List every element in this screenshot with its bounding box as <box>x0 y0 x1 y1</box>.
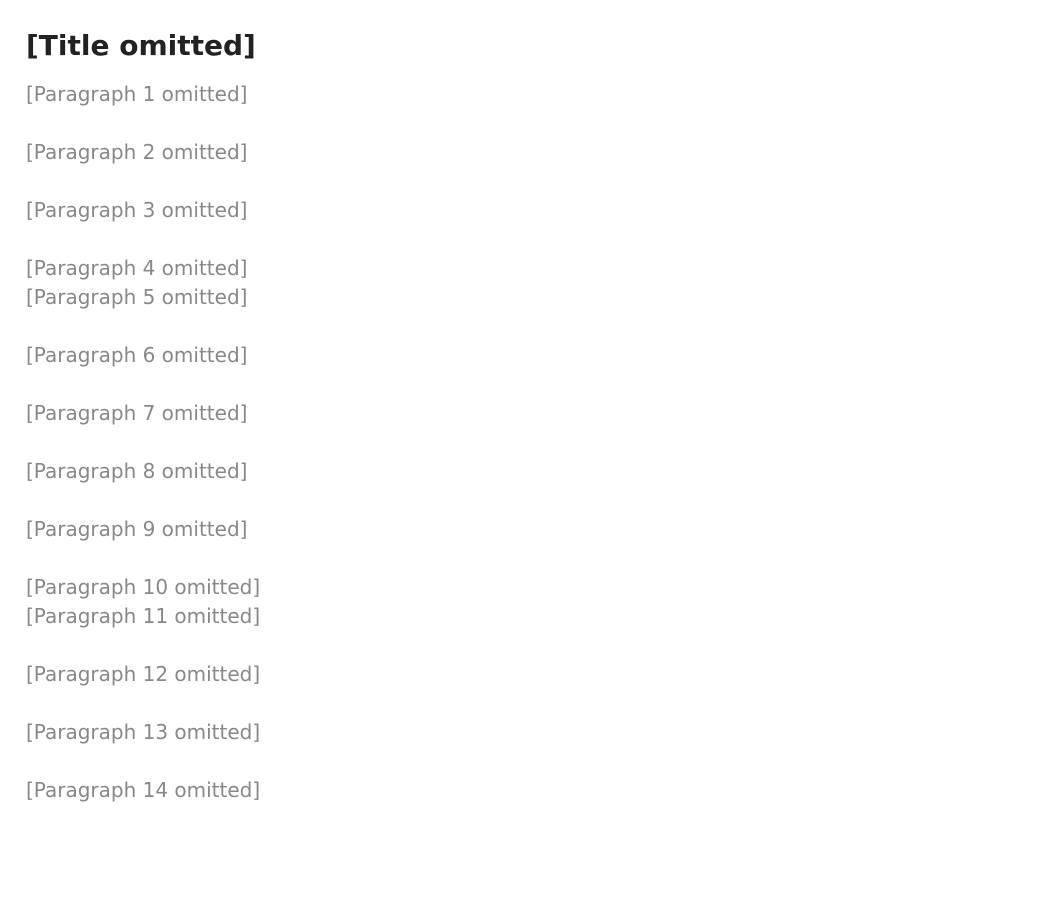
paragraph: [Paragraph 9 omitted] <box>26 517 248 541</box>
paragraph: [Paragraph 12 omitted] <box>26 662 261 686</box>
paragraph: [Paragraph 1 omitted] <box>26 82 248 106</box>
paragraph: [Paragraph 3 omitted] <box>26 198 248 222</box>
paragraph: [Paragraph 8 omitted] <box>26 459 248 483</box>
paragraph: [Paragraph 5 omitted] <box>26 285 248 309</box>
paragraph: [Paragraph 4 omitted] <box>26 256 248 280</box>
paragraph: [Paragraph 11 omitted] <box>26 604 261 628</box>
paragraph: [Paragraph 13 omitted] <box>26 720 261 744</box>
paragraph: [Paragraph 2 omitted] <box>26 140 248 164</box>
paragraph: [Paragraph 7 omitted] <box>26 401 248 425</box>
paragraph: [Paragraph 14 omitted] <box>26 778 261 802</box>
paragraph: [Paragraph 6 omitted] <box>26 343 248 367</box>
article-title: [Title omitted] <box>26 29 256 62</box>
paragraph: [Paragraph 10 omitted] <box>26 575 261 599</box>
